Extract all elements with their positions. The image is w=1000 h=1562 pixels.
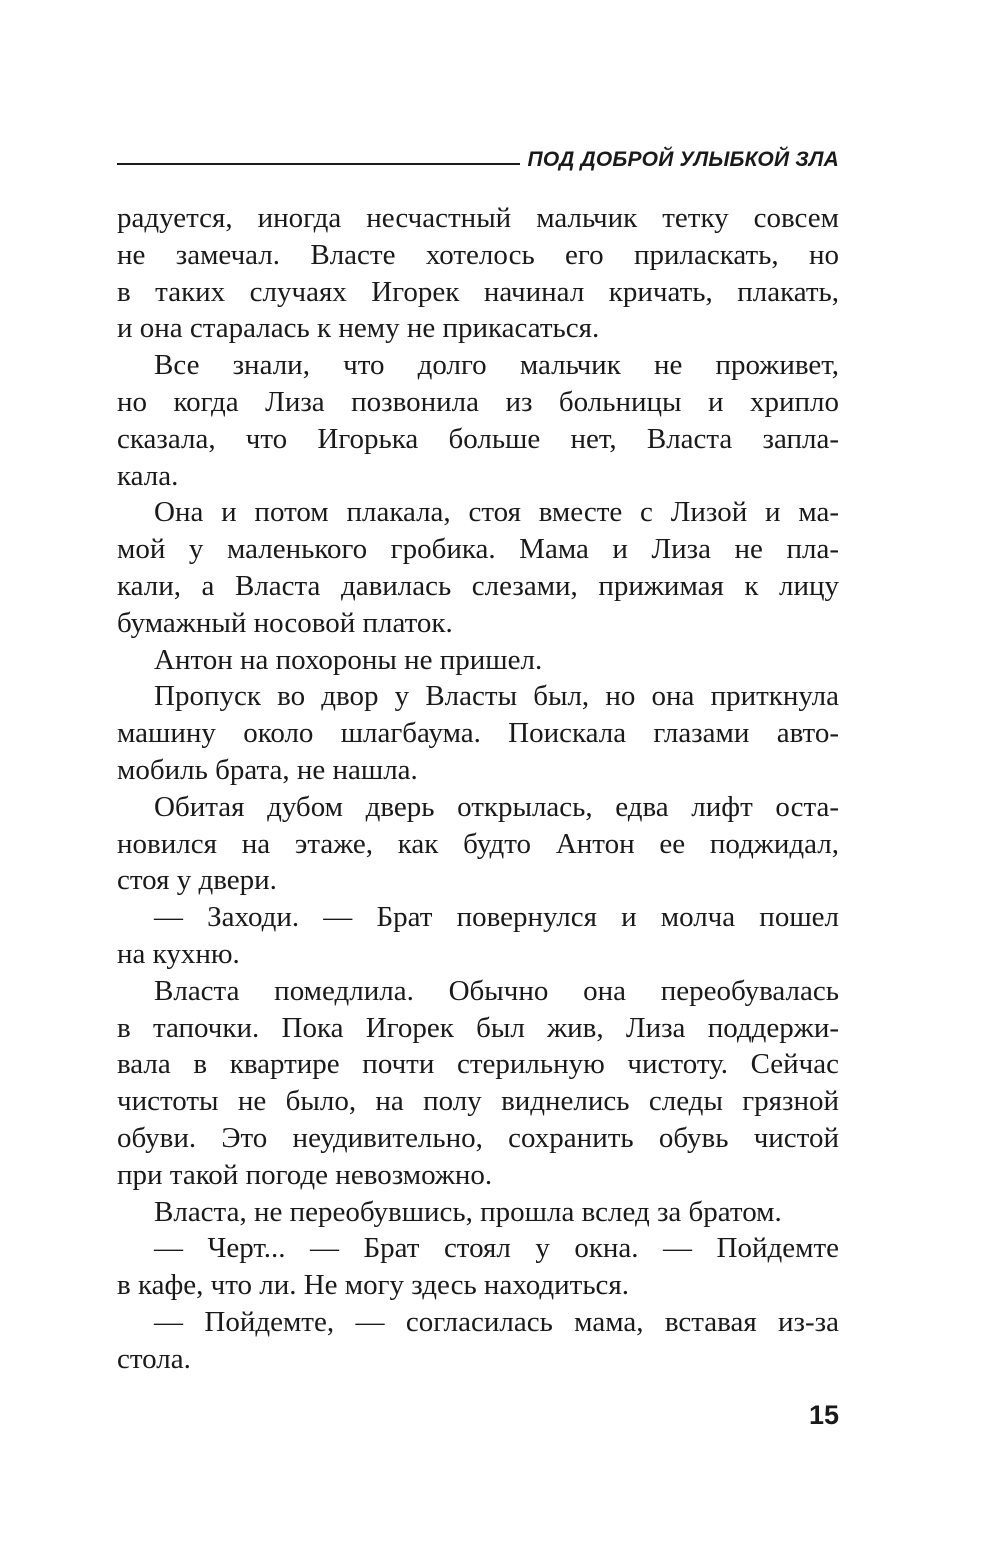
body-text [117,200,839,1378]
text-line: Антон на похороны не пришел. [154,643,543,676]
running-title: ПОД ДОБРОЙ УЛЫБКОЙ ЗЛА [527,148,839,171]
paragraph [117,347,839,494]
text-line: обуви. Это неудивительно, сохранить обувь чистой [117,1121,839,1154]
text-line: Пропуск во двор у Власты был, но она приткнула [154,680,839,713]
text-line: стоя у двери. [117,864,277,897]
text-line: машину около шлагбаума. Поискала глазами авто- [117,717,839,750]
text-line: бумажный носовой платок. [117,606,453,639]
text-line: Все знали, что долго мальчик не проживет, [154,349,839,382]
text-line: Власта, не переобувшись, прошла вслед за братом. [154,1195,782,1228]
text-line: и она старалась к нему не прикасаться. [117,312,600,345]
paragraph [117,642,839,679]
text-line: в тапочки. Пока Игорек был жив, Лиза поддержи- [117,1011,839,1044]
text-line: мой у маленького гробика. Мама и Лиза не пла- [117,533,839,566]
paragraph [117,678,839,788]
text-line: мобиль брата, не нашла. [117,753,418,786]
text-line: стола. [117,1342,191,1375]
text-line: радуется, иногда несчастный мальчик тетку совсем [117,202,839,234]
paragraph [117,494,839,641]
text-line: — Пойдемте, — согласилась мама, вставая из-за [154,1305,839,1338]
text-line: кала. [117,459,179,492]
paragraph [117,973,839,1194]
paragraph [117,200,839,347]
text-line: — Заходи. — Брат повернулся и молча пошел [154,901,839,934]
page-number: 15 [808,1400,839,1430]
text-line: Она и потом плакала, стоя вместе с Лизой и ма- [154,496,839,529]
paragraph [117,899,839,973]
text-line: сказала, что Игорька больше нет, Власта запла- [117,422,839,455]
text-line: чистоты не было, на полу виднелись следы грязной [117,1085,839,1118]
text-line: Власта помедлила. Обычно она переобувалась [154,974,839,1007]
paragraph [117,1194,839,1231]
text-line: Обитая дубом дверь открылась, едва лифт оста- [154,790,839,823]
header-rule [117,163,520,165]
text-line: но когда Лиза позвонила из больницы и хрипло [117,385,839,418]
text-line: в таких случаях Игорек начинал кричать, плакать, [117,275,839,308]
text-line: на кухню. [117,937,240,970]
text-line: при такой погоде невозможно. [117,1158,493,1191]
text-line: в кафе, что ли. Не могу здесь находиться. [117,1269,630,1302]
paragraph [117,1230,839,1304]
text-line: кали, а Власта давилась слезами, прижимая к лицу [117,569,839,602]
text-line: новился на этаже, как будто Антон ее поджидал, [117,827,839,860]
paragraph [117,1304,839,1378]
text-line: не замечал. Власте хотелось его приласкать, но [117,238,839,271]
running-head [117,140,839,170]
paragraph [117,789,839,899]
text-line: — Черт... — Брат стоял у окна. — Пойдемте [154,1232,839,1265]
text-line: вала в квартире почти стерильную чистоту. Сейчас [117,1048,839,1081]
